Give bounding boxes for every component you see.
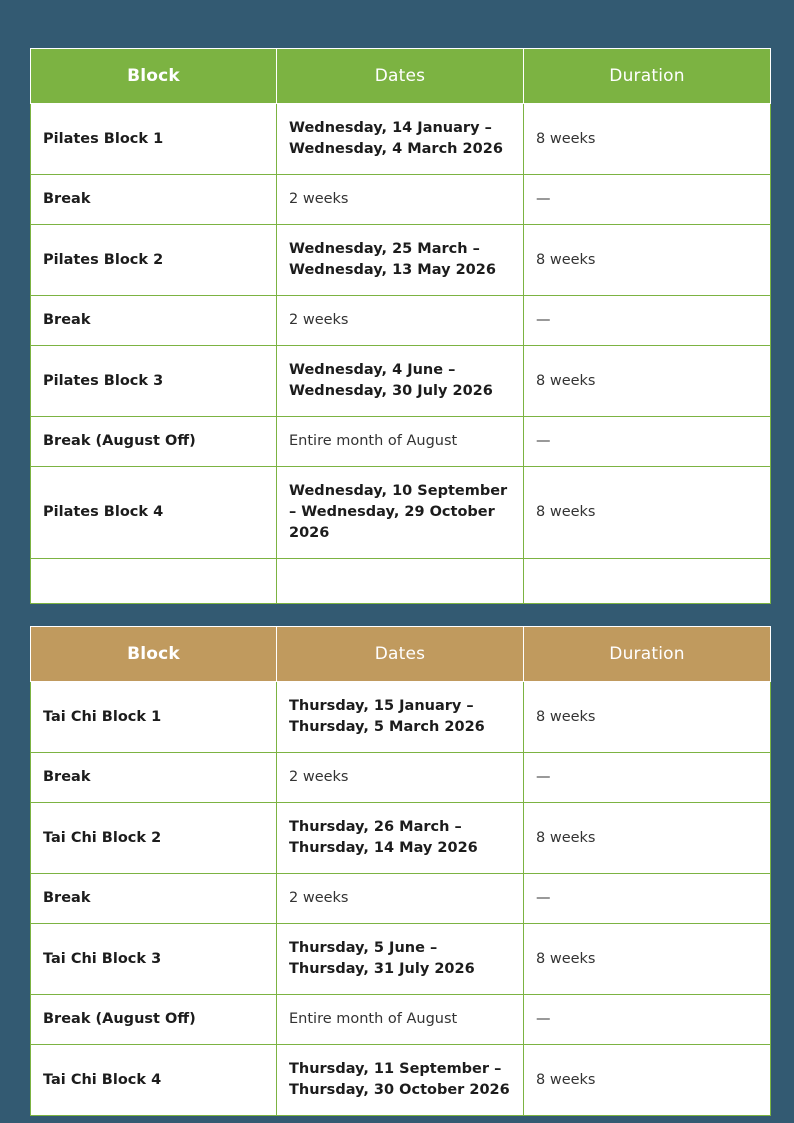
- table-row: [31, 874, 771, 924]
- cell-blank: [524, 559, 771, 604]
- column-header-block: Block: [31, 627, 277, 682]
- cell-duration: 8 weeks: [524, 225, 771, 296]
- cell-duration: 8 weeks: [524, 682, 771, 753]
- table-row: [31, 346, 771, 417]
- cell-dates: Thursday, 15 January – Thursday, 5 March 2026: [277, 682, 524, 753]
- column-header-duration: Duration: [524, 627, 771, 682]
- table-row: [31, 803, 771, 874]
- cell-block: Break (August Off): [31, 417, 277, 467]
- column-header-dates: Dates: [277, 627, 524, 682]
- pilates-schedule-table: [30, 48, 771, 604]
- cell-duration: —: [524, 175, 771, 225]
- table-header-row: [31, 627, 771, 682]
- cell-duration: 8 weeks: [524, 104, 771, 175]
- cell-block: Break: [31, 296, 277, 346]
- cell-duration: 8 weeks: [524, 924, 771, 995]
- cell-block: Break (August Off): [31, 995, 277, 1045]
- cell-duration: —: [524, 417, 771, 467]
- cell-dates: Wednesday, 4 June – Wednesday, 30 July 2026: [277, 346, 524, 417]
- cell-dates: Thursday, 26 March – Thursday, 14 May 2026: [277, 803, 524, 874]
- cell-block: Tai Chi Block 3: [31, 924, 277, 995]
- table-separator: [30, 604, 770, 626]
- cell-duration: 8 weeks: [524, 346, 771, 417]
- table-blank-row: [31, 559, 771, 604]
- cell-duration: —: [524, 753, 771, 803]
- taichi-schedule-table: [30, 626, 771, 1116]
- cell-blank: [277, 559, 524, 604]
- cell-duration: 8 weeks: [524, 467, 771, 559]
- pilates-schedule-table-wrapper: [30, 48, 770, 604]
- table-row: [31, 924, 771, 995]
- cell-dates: 2 weeks: [277, 753, 524, 803]
- column-header-dates: Dates: [277, 49, 524, 104]
- table-row: [31, 682, 771, 753]
- table-row: [31, 995, 771, 1045]
- cell-block: Tai Chi Block 1: [31, 682, 277, 753]
- cell-block: Pilates Block 4: [31, 467, 277, 559]
- cell-blank: [31, 559, 277, 604]
- cell-block: Pilates Block 1: [31, 104, 277, 175]
- table-row: [31, 417, 771, 467]
- table-row: [31, 225, 771, 296]
- table-header-row: [31, 49, 771, 104]
- cell-dates: Thursday, 11 September – Thursday, 30 October 2026: [277, 1045, 524, 1116]
- cell-dates: Wednesday, 10 September – Wednesday, 29 October 2026: [277, 467, 524, 559]
- cell-duration: 8 weeks: [524, 803, 771, 874]
- cell-dates: 2 weeks: [277, 175, 524, 225]
- cell-block: Tai Chi Block 4: [31, 1045, 277, 1116]
- cell-dates: Entire month of August: [277, 417, 524, 467]
- table-row: [31, 175, 771, 225]
- cell-duration: —: [524, 995, 771, 1045]
- cell-dates: 2 weeks: [277, 874, 524, 924]
- cell-block: Pilates Block 2: [31, 225, 277, 296]
- table-row: [31, 753, 771, 803]
- cell-dates: Wednesday, 14 January – Wednesday, 4 March 2026: [277, 104, 524, 175]
- table-row: [31, 104, 771, 175]
- taichi-schedule-table-wrapper: [30, 626, 770, 1116]
- cell-dates: Wednesday, 25 March – Wednesday, 13 May 2026: [277, 225, 524, 296]
- cell-block: Tai Chi Block 2: [31, 803, 277, 874]
- column-header-duration: Duration: [524, 49, 771, 104]
- cell-block: Break: [31, 753, 277, 803]
- column-header-block: Block: [31, 49, 277, 104]
- cell-duration: —: [524, 296, 771, 346]
- table-row: [31, 296, 771, 346]
- cell-duration: —: [524, 874, 771, 924]
- cell-dates: Thursday, 5 June – Thursday, 31 July 2026: [277, 924, 524, 995]
- cell-block: Break: [31, 175, 277, 225]
- table-row: [31, 1045, 771, 1116]
- cell-dates: 2 weeks: [277, 296, 524, 346]
- cell-dates: Entire month of August: [277, 995, 524, 1045]
- table-header: [31, 627, 771, 682]
- table-body: [31, 104, 771, 604]
- table-row: [31, 467, 771, 559]
- cell-block: Break: [31, 874, 277, 924]
- cell-block: Pilates Block 3: [31, 346, 277, 417]
- cell-duration: 8 weeks: [524, 1045, 771, 1116]
- table-body: [31, 682, 771, 1116]
- table-header: [31, 49, 771, 104]
